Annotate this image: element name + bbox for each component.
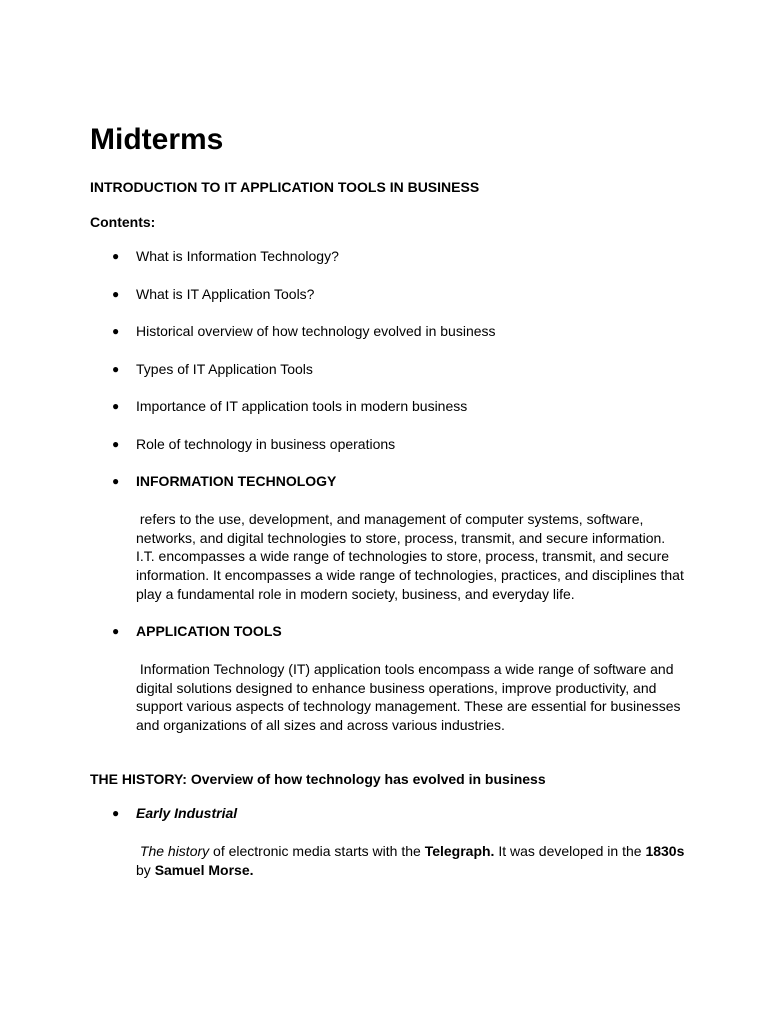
- bold-text: Telegraph.: [424, 843, 495, 859]
- section-heading: THE HISTORY: Overview of how technology has evolved in business: [90, 771, 546, 787]
- section-heading: APPLICATION TOOLS: [136, 623, 282, 639]
- paragraph-line: Information Technology (IT) application tools encompass a wide range of software and: [136, 661, 674, 677]
- bullet-icon: ●: [112, 806, 120, 820]
- section-heading: INFORMATION TECHNOLOGY: [136, 473, 337, 489]
- bullet-icon: ●: [112, 324, 120, 338]
- list-item-text: Types of IT Application Tools: [136, 361, 313, 377]
- bullet-icon: ●: [112, 287, 120, 301]
- paragraph-line: play a fundamental role in modern society, business, and everyday life.: [136, 585, 575, 602]
- bullet-icon: ●: [112, 474, 120, 488]
- list-item-text: Role of technology in business operations: [136, 436, 396, 452]
- italic-text: The history: [139, 843, 210, 859]
- list-item-text: What is Information Technology?: [136, 248, 339, 264]
- paragraph-line: and organizations of all sizes and across various industries.: [136, 717, 505, 734]
- paragraph-line: [136, 861, 696, 880]
- text-span: of electronic media starts with the: [209, 843, 425, 859]
- bullet-icon: ●: [112, 399, 120, 413]
- paragraph-line: networks, and digital technologies to store, process, transmit, and secure information.: [136, 529, 666, 546]
- paragraph-line: [136, 842, 696, 861]
- subsection-heading: Early Industrial: [136, 805, 238, 821]
- section-paragraph: [136, 842, 696, 879]
- paragraph-line: refers to the use, development, and management of computer systems, software,: [136, 511, 644, 527]
- contents-label: Contents:: [90, 214, 156, 230]
- list-item-text: Importance of IT application tools in modern business: [136, 398, 468, 414]
- paragraph-line: I.T. encompasses a wide range of technologies to store, process, transmit, and secure: [136, 548, 670, 565]
- paragraph-line: support various aspects of technology management. These are essential for businesses: [136, 698, 681, 715]
- list-item-text: Historical overview of how technology evolved in business: [136, 323, 496, 339]
- text-span: It was developed in the: [494, 843, 646, 859]
- bullet-icon: ●: [112, 437, 120, 451]
- text-span: by: [136, 861, 155, 878]
- section-paragraph: [136, 660, 696, 735]
- bullet-icon: ●: [112, 624, 120, 638]
- paragraph-line: digital solutions designed to enhance business operations, improve productivity, and: [136, 679, 657, 696]
- bold-text: Samuel Morse.: [154, 861, 254, 878]
- list-item-text: What is IT Application Tools?: [136, 286, 315, 302]
- section-paragraph: [136, 510, 696, 604]
- bullet-icon: ●: [112, 249, 120, 263]
- bold-text: 1830s: [645, 843, 685, 859]
- document-subtitle: INTRODUCTION TO IT APPLICATION TOOLS IN BUSINESS: [90, 179, 480, 195]
- bullet-icon: ●: [112, 362, 120, 376]
- page-title: Midterms: [90, 123, 224, 156]
- paragraph-line: information. It encompasses a wide range of technologies, practices, and disciplines that: [136, 567, 684, 584]
